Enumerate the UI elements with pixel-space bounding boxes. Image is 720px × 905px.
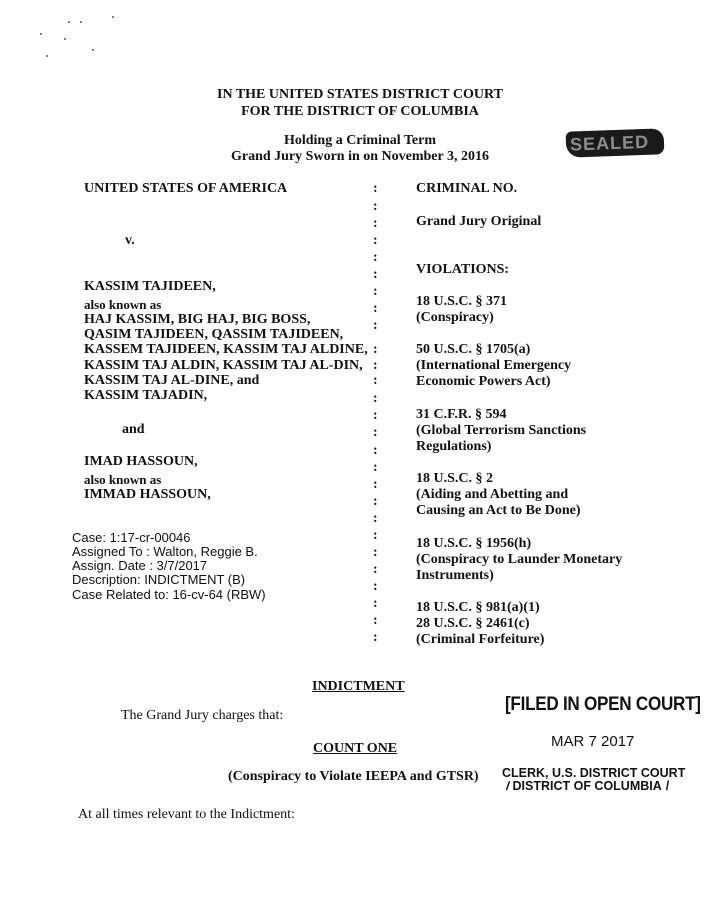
court-name-line1: IN THE UNITED STATES DISTRICT COURT bbox=[217, 87, 503, 102]
violation-description: (Conspiracy to Launder Monetary bbox=[416, 552, 623, 567]
violation-description: Regulations) bbox=[416, 439, 492, 454]
count-one-subtitle: (Conspiracy to Violate IEEPA and GTSR) bbox=[228, 769, 479, 784]
scan-speck bbox=[80, 21, 82, 23]
violation-statute: 18 U.S.C. § 981(a)(1) bbox=[416, 600, 540, 615]
scan-speck bbox=[40, 33, 42, 35]
violation-description: (Conspiracy) bbox=[416, 310, 494, 325]
violation-description: (Aiding and Abetting and bbox=[416, 487, 569, 502]
clerk-stamp-line1: CLERK, U.S. DISTRICT COURT bbox=[502, 766, 686, 780]
filed-stamp-date: MAR 7 2017 bbox=[551, 733, 635, 750]
case-assign-date: Assign. Date : 3/7/2017 bbox=[72, 558, 208, 573]
violation-description: (International Emergency bbox=[416, 358, 572, 373]
filed-in-open-court-stamp bbox=[505, 694, 701, 716]
and-label: and bbox=[122, 422, 145, 437]
violation-statute: 18 U.S.C. § 1956(h) bbox=[416, 536, 532, 551]
violation-description: Economic Powers Act) bbox=[416, 374, 551, 389]
defendant1-line: KASSIM TAJ AL-DINE, and bbox=[84, 373, 260, 388]
court-term: Holding a Criminal Term bbox=[283, 133, 437, 148]
criminal-no-label: CRIMINAL NO. bbox=[416, 181, 518, 196]
plaintiff-name: UNITED STATES OF AMERICA bbox=[84, 181, 288, 196]
grand-jury-charges: The Grand Jury charges that: bbox=[121, 708, 284, 723]
case-related: Case Related to: 16-cv-64 (RBW) bbox=[72, 587, 266, 602]
scan-speck bbox=[64, 38, 66, 40]
violation-statute: 18 U.S.C. § 371 bbox=[416, 294, 508, 309]
case-assigned-to: Assigned To : Walton, Reggie B. bbox=[72, 544, 258, 559]
defendant2-line: IMAD HASSOUN, bbox=[84, 454, 198, 469]
sealed-stamp: SEALED bbox=[566, 128, 665, 157]
stamp-slash-mark: / bbox=[665, 779, 670, 793]
versus-label: v. bbox=[125, 233, 135, 248]
scan-speck bbox=[92, 49, 94, 51]
defendant2-line: also known as bbox=[84, 472, 162, 487]
violation-statute: 50 U.S.C. § 1705(a) bbox=[416, 342, 531, 357]
defendant1-line: HAJ KASSIM, BIG HAJ, BIG BOSS, bbox=[84, 312, 311, 327]
clerk-stamp-line2 bbox=[502, 779, 670, 793]
filed-stamp-text: FILED IN OPEN COURT bbox=[510, 694, 696, 715]
violation-description: (Global Terrorism Sanctions bbox=[416, 423, 587, 438]
violation-description: (Criminal Forfeiture) bbox=[416, 632, 545, 647]
violation-statute: 18 U.S.C. § 2 bbox=[416, 471, 494, 486]
violation-statute: 31 C.F.R. § 594 bbox=[416, 407, 507, 422]
case-description: Description: INDICTMENT (B) bbox=[72, 572, 246, 587]
scan-speck bbox=[112, 16, 114, 18]
defendant1-line: also known as bbox=[84, 297, 162, 312]
case-number: Case: 1:17-cr-00046 bbox=[72, 530, 191, 545]
grand-jury-sworn: Grand Jury Sworn in on November 3, 2016 bbox=[231, 149, 489, 164]
relevant-times-text: At all times relevant to the Indictment: bbox=[78, 807, 295, 822]
stamp-bracket-right: ] bbox=[695, 694, 701, 715]
defendant1-line: KASSIM TAJ ALDIN, KASSIM TAJ AL-DIN, bbox=[84, 358, 363, 373]
defendant2-line: IMMAD HASSOUN, bbox=[84, 487, 211, 502]
scan-speck bbox=[46, 55, 48, 57]
defendant1-line: KASSIM TAJIDEEN, bbox=[84, 279, 216, 294]
violations-heading: VIOLATIONS: bbox=[416, 262, 510, 277]
grand-jury-original: Grand Jury Original bbox=[416, 214, 542, 229]
defendant1-line: KASSEM TAJIDEEN, KASSIM TAJ ALDINE, bbox=[84, 342, 368, 357]
violation-description: Instruments) bbox=[416, 568, 494, 583]
scan-speck bbox=[68, 21, 70, 23]
court-name-line2: FOR THE DISTRICT OF COLUMBIA bbox=[241, 104, 479, 119]
count-one-heading: COUNT ONE bbox=[313, 741, 398, 756]
stamp-slash-mark: \ bbox=[502, 779, 513, 793]
violation-statute: 28 U.S.C. § 2461(c) bbox=[416, 616, 530, 631]
violation-description: Causing an Act to Be Done) bbox=[416, 503, 581, 518]
stamp-bracket-left: [ bbox=[505, 694, 511, 715]
defendant1-line: KASSIM TAJADIN, bbox=[84, 388, 208, 403]
defendant1-line: QASIM TAJIDEEN, QASSIM TAJIDEEN, bbox=[84, 327, 344, 342]
indictment-heading: INDICTMENT bbox=[312, 679, 405, 694]
clerk-stamp-district: DISTRICT OF COLUMBIA bbox=[512, 779, 662, 793]
